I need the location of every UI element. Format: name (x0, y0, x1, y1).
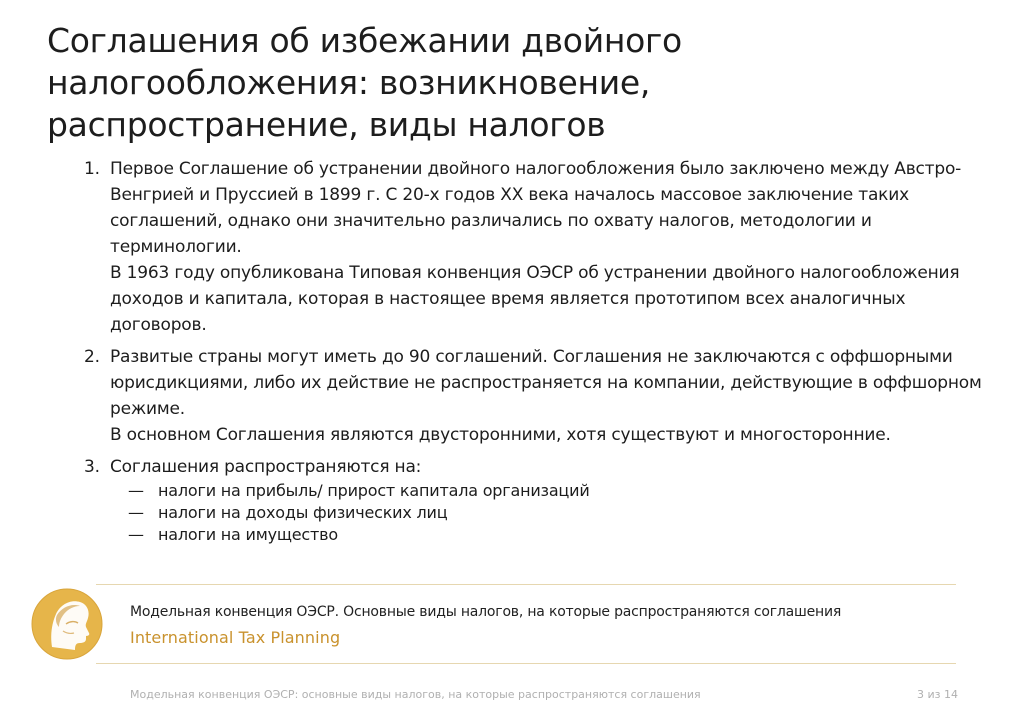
title-line: Соглашения об избежании двойного (47, 21, 682, 60)
dash-bullet: — (128, 481, 144, 500)
sub-list-item (110, 502, 590, 524)
item-number: 3. (84, 457, 100, 477)
item-paragraph: Первое Соглашение об устранении двойного налогообложения было заключено между Австро-Венгрией и Пруссией в 1899 г. С 20-х годов XX века началось массовое заключение таких соглашений, однако они значительно различались по охвату налогов, методологии и терминологии. (110, 159, 962, 257)
brand-name: International Tax Planning (130, 628, 341, 647)
sub-item-text: налоги на доходы физических лиц (158, 503, 448, 522)
sub-list-item (110, 480, 590, 502)
item-number: 2. (84, 347, 100, 367)
item-body (110, 344, 984, 448)
title-line: распространение, виды налогов (47, 105, 606, 144)
dash-bullet: — (128, 503, 144, 522)
sub-item-text: налоги на имущество (158, 525, 338, 544)
footer-caption: Модельная конвенция ОЭСР: основные виды налогов, на которые распространяются соглашения (130, 688, 701, 701)
list-item (84, 156, 984, 338)
sub-list-item (110, 524, 590, 546)
dash-bullet: — (128, 525, 144, 544)
item-paragraph: В основном Соглашения являются двусторонними, хотя существуют и многосторонние. (110, 425, 891, 445)
banner-bottom-rule (96, 663, 956, 664)
banner-title: Модельная конвенция ОЭСР. Основные виды налогов, на которые распространяются соглашения (130, 604, 842, 620)
item-number: 1. (84, 159, 100, 179)
item-paragraph: Развитые страны могут иметь до 90 соглашений. Соглашения не заключаются с оффшорными юрисдикциями, либо их действие не распространяется на компании, действующие в оффшорном режиме. (110, 347, 982, 419)
sub-item-text: налоги на прибыль/ прирост капитала организаций (158, 481, 590, 500)
numbered-list (84, 156, 984, 552)
item-paragraph: В 1963 году опубликована Типовая конвенция ОЭСР об устранении двойного налогообложения доходов и капитала, которая в настоящее время является прототипом всех аналогичных договоров. (110, 263, 960, 335)
item-paragraph: Соглашения распространяются на: (110, 457, 422, 477)
item-body (110, 454, 590, 546)
list-item (84, 454, 984, 546)
slide-title (47, 20, 947, 146)
item-body (110, 156, 984, 338)
classical-head-logo-icon (30, 587, 104, 661)
page-number: 3 из 14 (917, 688, 958, 701)
banner-top-rule (96, 584, 956, 585)
tax-types-list (110, 480, 590, 546)
title-line: налогообложения: возникновение, (47, 63, 651, 102)
list-item (84, 344, 984, 448)
